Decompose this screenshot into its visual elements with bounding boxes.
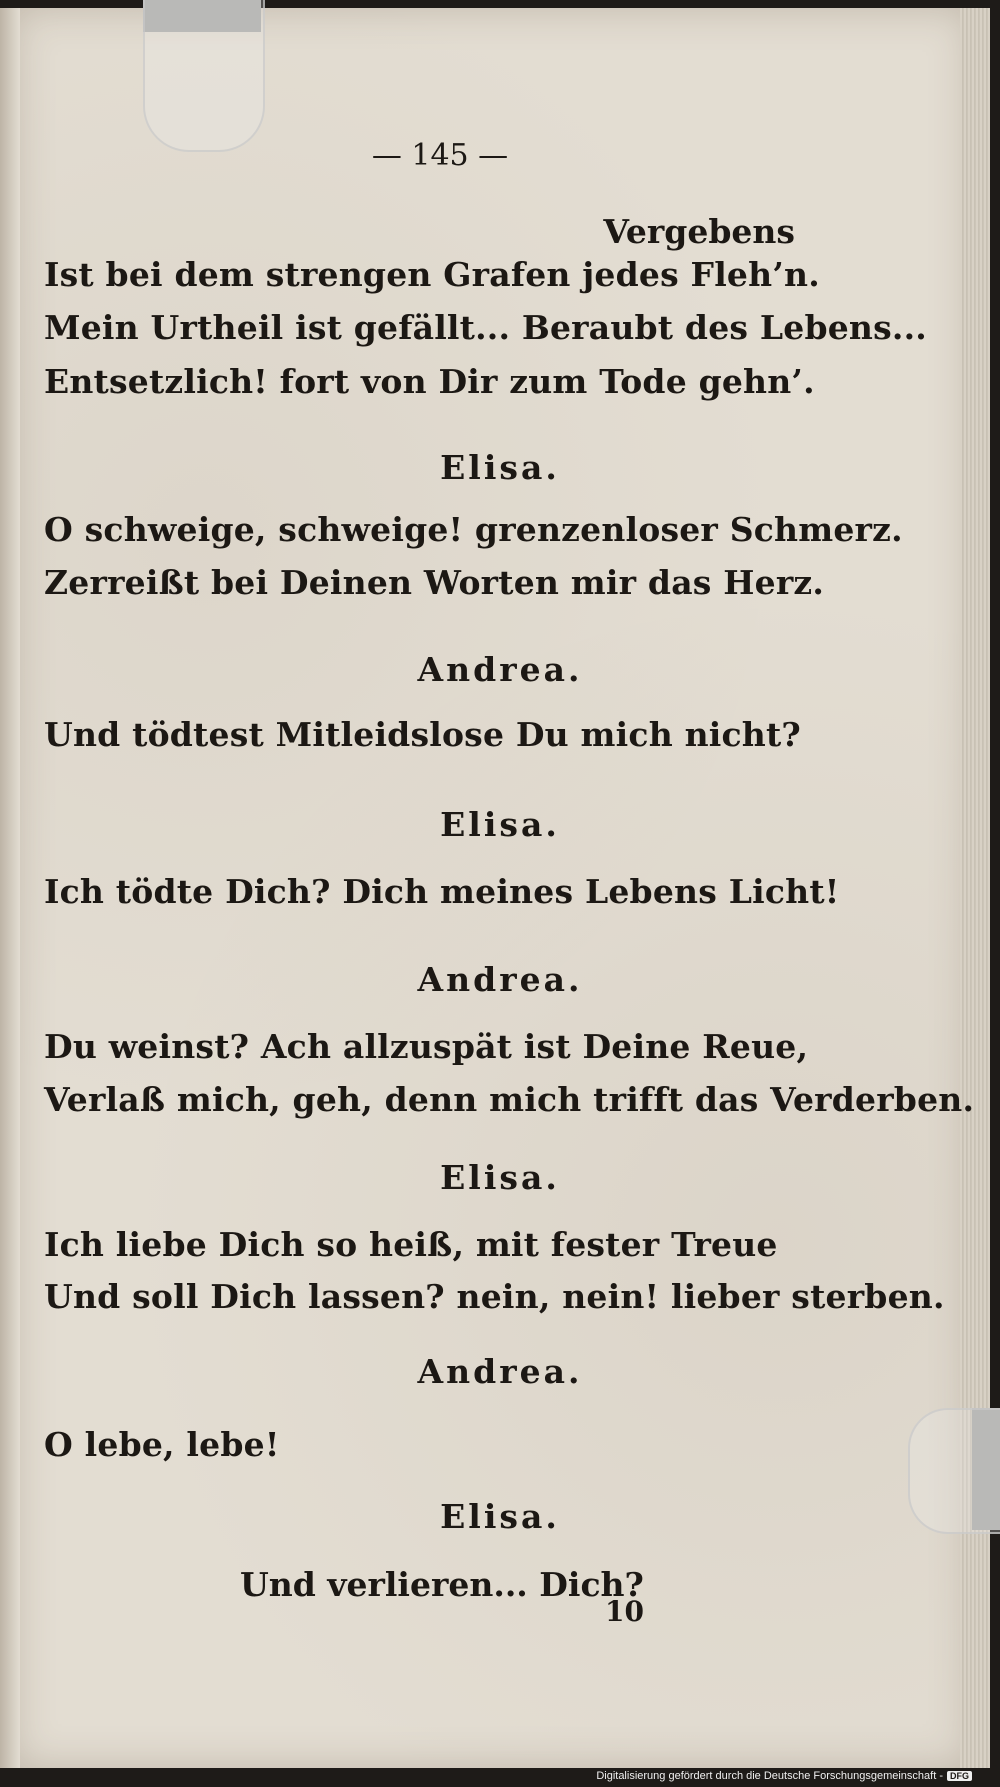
- verse-line: Du weinst? Ach allzuspät ist Deine Reue,: [44, 1027, 809, 1066]
- verse-line: Und tödtest Mitleidslose Du mich nicht?: [44, 715, 801, 754]
- verse-line: Und verlieren... Dich?: [240, 1565, 644, 1604]
- verse-line: Und soll Dich lassen? nein, nein! lieber sterben.: [44, 1277, 945, 1316]
- speaker-name: Andrea.: [417, 1352, 583, 1391]
- verse-line: Entsetzlich! fort von Dir zum Tode gehn’.: [44, 362, 815, 401]
- speaker-name: Elisa.: [440, 1497, 560, 1536]
- printer-signature: 10: [605, 1595, 644, 1628]
- verse-line: Ich liebe Dich so heiß, mit fester Treue: [44, 1225, 778, 1264]
- credit-text: Digitalisierung gefördert durch die Deutsche Forschungsgemeinschaft -: [596, 1770, 943, 1782]
- verse-line: Ich tödte Dich? Dich meines Lebens Licht!: [44, 872, 840, 911]
- verse-line: Vergebens: [603, 212, 795, 251]
- verse-line: Ist bei dem strengen Grafen jedes Fleh’n.: [44, 255, 820, 294]
- digitization-credit: [596, 1770, 972, 1782]
- top-page-clip: [143, 0, 265, 152]
- speaker-name: Elisa.: [440, 805, 560, 844]
- dfg-logo: DFG: [947, 1771, 972, 1781]
- verse-line: O schweige, schweige! grenzenloser Schmerz.: [44, 510, 903, 549]
- page-number: — 145 —: [371, 138, 509, 173]
- speaker-name: Elisa.: [440, 1158, 560, 1197]
- speaker-name: Andrea.: [417, 650, 583, 689]
- speaker-name: Elisa.: [440, 448, 560, 487]
- verse-line: Zerreißt bei Deinen Worten mir das Herz.: [44, 563, 825, 602]
- verse-line: Mein Urtheil ist gefällt... Beraubt des Lebens...: [44, 308, 927, 347]
- verse-line: O lebe, lebe!: [44, 1425, 280, 1464]
- verse-line: Verlaß mich, geh, denn mich trifft das Verderben.: [44, 1080, 975, 1119]
- speaker-name: Andrea.: [417, 960, 583, 999]
